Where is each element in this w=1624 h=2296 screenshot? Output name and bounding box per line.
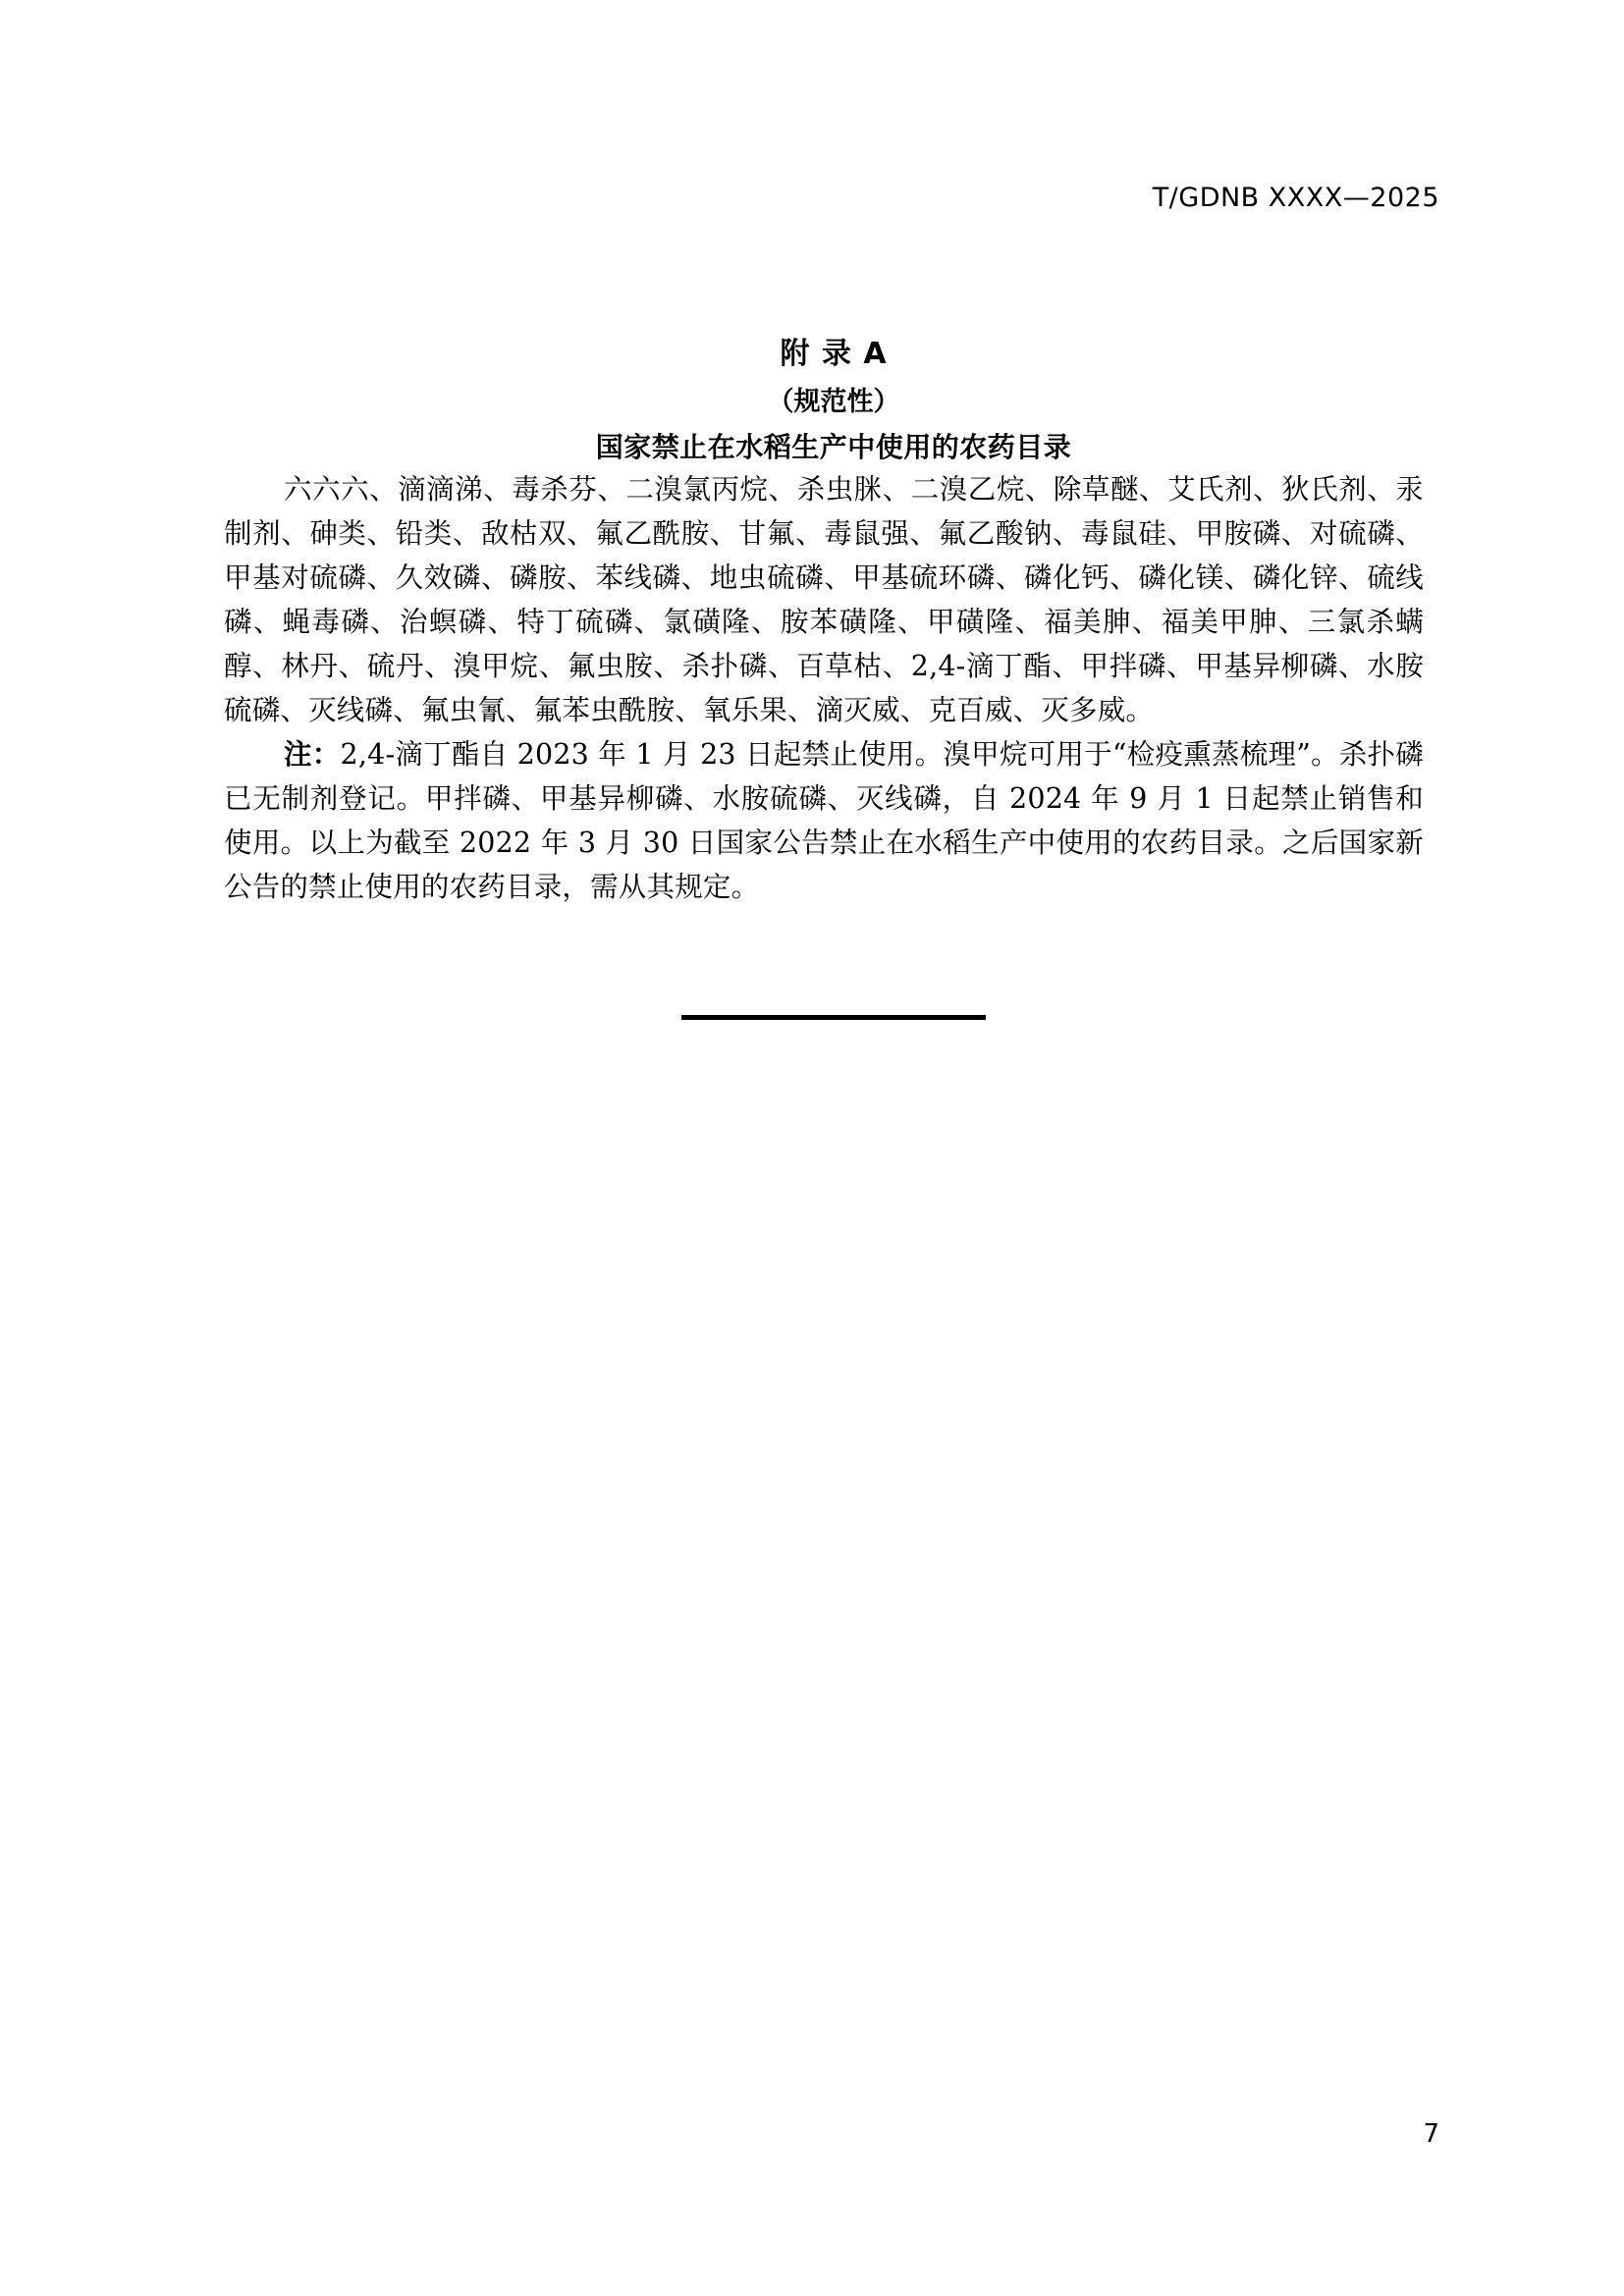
note-label: 注：	[284, 738, 341, 771]
note-paragraph	[224, 732, 1424, 909]
page-number: 7	[1423, 2119, 1439, 2149]
running-header-standard-number: T/GDNB XXXX—2025	[1152, 183, 1439, 213]
end-of-annex-rule-container	[228, 1007, 1439, 1026]
annex-label: 附 录 A	[780, 337, 888, 371]
pesticide-list-paragraph: 六六六、滴滴涕、毒杀芬、二溴氯丙烷、杀虫脒、二溴乙烷、除草醚、艾氏剂、狄氏剂、汞制剂、砷类、铅类、敌枯双、氟乙酰胺、甘氟、毒鼠强、氟乙酸钠、毒鼠硅、甲胺磷、对硫磷、甲基对硫磷、久效磷、磷胺、苯线磷、地虫硫磷、甲基硫环磷、磷化钙、磷化镁、磷化锌、硫线磷、蝇毒磷、治螟磷、特丁硫磷、氯磺隆、胺苯磺隆、甲磺隆、福美胂、福美甲胂、三氯杀螨醇、林丹、硫丹、溴甲烷、氟虫胺、杀扑磷、百草枯、2,4-滴丁酯、甲拌磷、甲基异柳磷、水胺硫磷、灭线磷、氟虫氰、氟苯虫酰胺、氧乐果、滴灭威、克百威、灭多威。	[224, 473, 1424, 726]
annex-title-block	[228, 332, 1439, 469]
annex-kind: （规范性）	[767, 386, 900, 417]
annex-body	[224, 467, 1424, 909]
note-text: 2,4-滴丁酯自 2023 年 1 月 23 日起禁止使用。溴甲烷可用于“检疫熏蒸梳理”。杀扑磷已无制剂登记。甲拌磷、甲基异柳磷、水胺硫磷、灭线磷，自 2024 年 9 月 1 日起禁止销售和使用。以上为截至 2022 年 3 月 30 日国家公告禁止在水稻生产中使用的农药目录。之后国家新公告的禁止使用的农药目录，需从其规定。	[224, 738, 1424, 903]
end-of-annex-rule	[681, 1015, 986, 1020]
annex-title: 国家禁止在水稻生产中使用的农药目录	[595, 431, 1072, 464]
